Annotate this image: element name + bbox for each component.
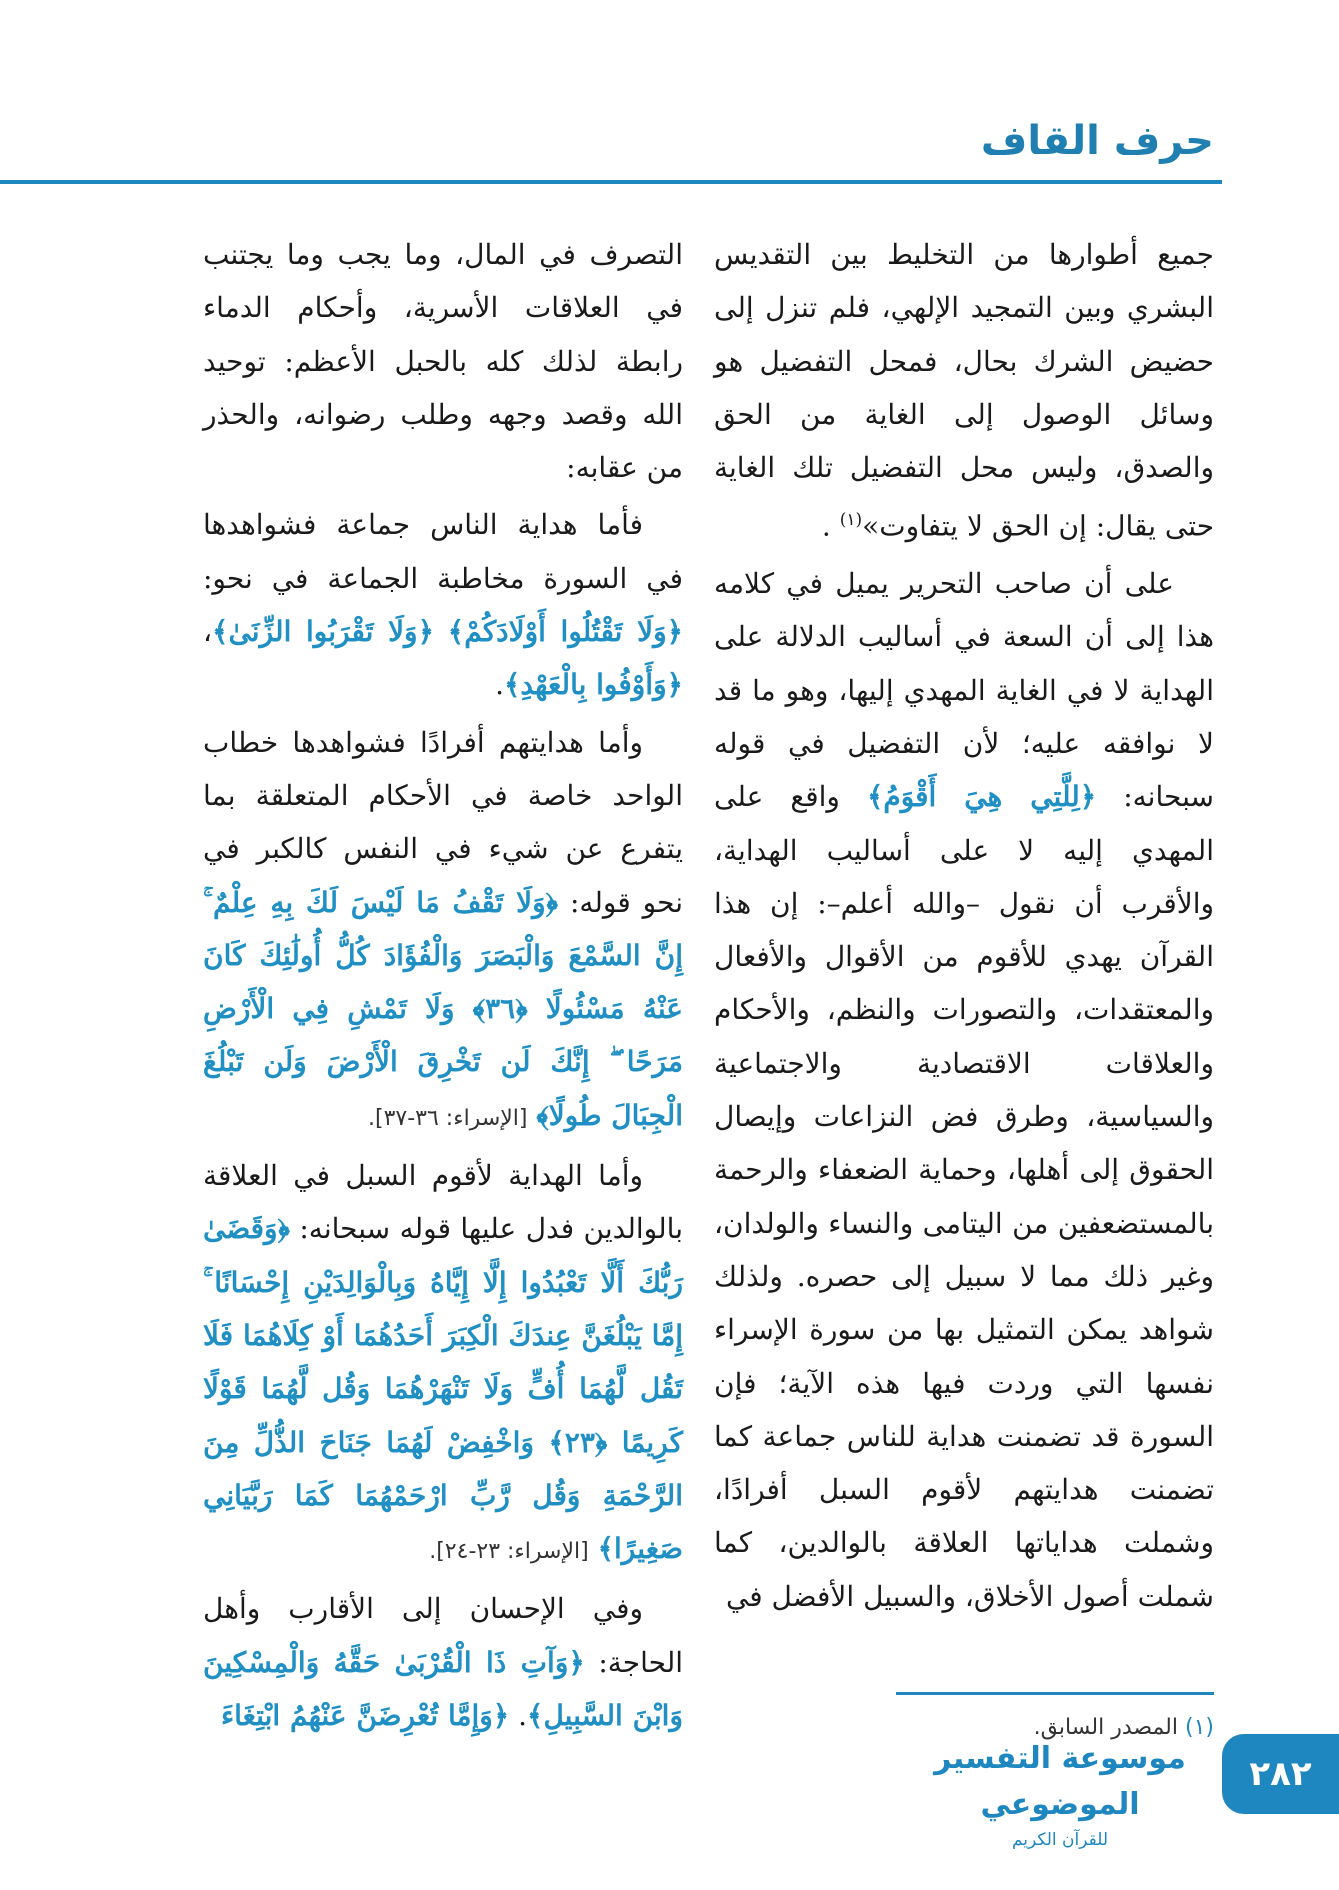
paragraph: التصرف في المال، وما يجب وما يجتنب في العلاقات الأسرية، وأحكام الدماء رابطة لذلك كله بالحبل الأعظم: توحيد الله وقصد وجهه وطلب رضوانه، والحذر من عقابه: [203,238,683,485]
paragraph: على أن صاحب التحرير يميل في كلامه هذا إلى أن السعة في أساليب الدلالة على الهداية لا في الغاية المهدي إليها، وهو ما قد لا نوافقه عليه؛ لأن التفضيل في قوله سبحانه: ﴿لِلَّتِي هِيَ أَقْوَمُ﴾ واقع على المهدي إليه لا على أساليب الهداية، والأقرب أن نقول –والله أعلم–: إن هذا القرآن يهدي للأقوم من الأقوال والأفعال والمعتقدات، والتصورات والنظم، والأحكام والعلاقات الاقتصادية والاجتماعية والسياسية، وطرق فض النزاعات وإيصال الحقوق إلى أهلها، وحماية الضعفاء والرحمة بالمستضعفين من اليتامى والنساء والولدان، وغير ذلك مما لا سبيل إلى حصره. ولذلك شواهد يمكن التمثيل بها من سورة الإسراء نفسها التي وردت فيها هذه الآية؛ فإن السورة قد تضمنت هداية للناس جماعة كما تضمنت هدايتهم لأقوم السبل أفرادًا، وشملت هداياتها العلاقة بالوالدين، كما شملت أصول الأخلاق، والسبيل الأفضل في [714,567,1214,1613]
quran-quote: ﴿لِلَّتِي هِيَ أَقْوَمُ﴾ [866,780,1097,814]
quran-quote: ﴿وَآتِ ذَا الْقُرْبَىٰ حَقَّهُ وَالْمِسْكِينَ وَابْنَ السَّبِيلِ﴾ [203,1645,683,1733]
verse-reference: [الإسراء: ٢٣-٢٤]. [429,1539,589,1565]
encyclopedia-logo: موسوعة التفسير الموضوعي للقرآن الكريم [934,1741,1186,1850]
footnote-text: المصدر السابق. [1033,1715,1178,1740]
quran-quote: ﴿وَإِمَّا تُعْرِضَنَّ عَنْهُمُ ابْتِغَاءَ [220,1699,510,1733]
page-header-title: حرف القاف [980,118,1214,164]
left-column [203,228,683,1746]
footnote-number: (١) [1184,1715,1214,1740]
footnote-marker[interactable]: (١) [839,510,863,531]
quran-quote: ﴿وَأَوْفُوا بِالْعَهْدِ﴾ [504,668,683,702]
paragraph: وفي الإحسان إلى الأقارب وأهل الحاجة: ﴿وَآتِ ذَا الْقُرْبَىٰ حَقَّهُ وَالْمِسْكِينَ وَابْنَ السَّبِيلِ﴾. ﴿وَإِمَّا تُعْرِضَنَّ عَنْهُمُ ابْتِغَاءَ [203,1592,683,1733]
paragraph: وأما هدايتهم أفرادًا فشواهدها خطاب الواحد خاصة في الأحكام المتعلقة بما يتفرع عن شيء في النفس كالكبر في نحو قوله: ﴿وَلَا تَقْفُ مَا لَيْسَ لَكَ بِهِ عِلْمٌ ۚ إِنَّ السَّمْعَ وَالْبَصَرَ وَالْفُؤَادَ كُلُّ أُولَٰئِكَ كَانَ عَنْهُ مَسْئُولًا ﴿٣٦﴾ وَلَا تَمْشِ فِي الْأَرْضِ مَرَحًا ۖ إِنَّكَ لَن تَخْرِقَ الْأَرْضَ وَلَن تَبْلُغَ الْجِبَالَ طُولًا﴾ [الإسراء: ٣٦-٣٧]. [203,725,684,1132]
quran-quote: ﴿وَلَا تَقْتُلُوا أَوْلَادَكُمْ﴾ [447,615,684,649]
page-number: ٢٨٢ [1222,1734,1339,1814]
quran-quote: ﴿وَلَا تَقْرَبُوا الزِّنَىٰ﴾ [212,615,434,649]
footnote-divider [896,1692,1214,1695]
paragraph: فأما هداية الناس جماعة فشواهدها في السورة مخاطبة الجماعة في نحو: ﴿وَلَا تَقْتُلُوا أَوْلَادَكُمْ﴾ ﴿وَلَا تَقْرَبُوا الزِّنَىٰ﴾، ﴿وَأَوْفُوا بِالْعَهْدِ﴾. [203,508,684,702]
quran-quote: ﴿وَلَا تَقْفُ مَا لَيْسَ لَكَ بِهِ عِلْمٌ ۚ إِنَّ السَّمْعَ وَالْبَصَرَ وَالْفُؤَادَ كُلُّ أُولَٰئِكَ كَانَ عَنْهُ مَسْئُولًا ﴿٣٦﴾ وَلَا تَمْشِ فِي الْأَرْضِ مَرَحًا ۖ إِنَّكَ لَن تَخْرِقَ الْأَرْضَ وَلَن تَبْلُغَ الْجِبَالَ طُولًا﴾ [203,885,683,1132]
verse-reference: [الإسراء: ٣٦-٣٧]. [368,1105,528,1131]
header-divider [0,180,1222,184]
quran-quote: ﴿وَقَضَىٰ رَبُّكَ أَلَّا تَعْبُدُوا إِلَّا إِيَّاهُ وَبِالْوَالِدَيْنِ إِحْسَانًا ۚ إِمَّا يَبْلُغَنَّ عِندَكَ الْكِبَرَ أَحَدُهُمَا أَوْ كِلَاهُمَا فَلَا تَقُل لَّهُمَا أُفٍّ وَلَا تَنْهَرْهُمَا وَقُل لَّهُمَا قَوْلًا كَرِيمًا ﴿٢٣﴾ وَاخْفِضْ لَهُمَا جَنَاحَ الذُّلِّ مِنَ الرَّحْمَةِ وَقُل رَّبِّ ارْحَمْهُمَا كَمَا رَبَّيَانِي صَغِيرًا﴾ [203,1212,683,1566]
right-column [714,228,1214,1627]
paragraph: وأما الهداية لأقوم السبل في العلاقة بالوالدين فدل عليها قوله سبحانه: ﴿وَقَضَىٰ رَبُّكَ أَلَّا تَعْبُدُوا إِلَّا إِيَّاهُ وَبِالْوَالِدَيْنِ إِحْسَانًا ۚ إِمَّا يَبْلُغَنَّ عِندَكَ الْكِبَرَ أَحَدُهُمَا أَوْ كِلَاهُمَا فَلَا تَقُل لَّهُمَا أُفٍّ وَلَا تَنْهَرْهُمَا وَقُل لَّهُمَا قَوْلًا كَرِيمًا ﴿٢٣﴾ وَاخْفِضْ لَهُمَا جَنَاحَ الذُّلِّ مِنَ الرَّحْمَةِ وَقُل رَّبِّ ارْحَمْهُمَا كَمَا رَبَّيَانِي صَغِيرًا﴾ [الإسراء: ٢٣-٢٤]. [203,1159,683,1566]
paragraph: جميع أطوارها من التخليط بين التقديس البشري وبين التمجيد الإلهي، فلم تنزل إلى حضيض الشرك بحال، فمحل التفضيل هو وسائل الوصول إلى الغاية من الحق والصدق، وليس محل التفضيل تلك الغاية حتى يقال: إن الحق لا يتفاوت»$^{(١)}$ . [714,238,1214,543]
